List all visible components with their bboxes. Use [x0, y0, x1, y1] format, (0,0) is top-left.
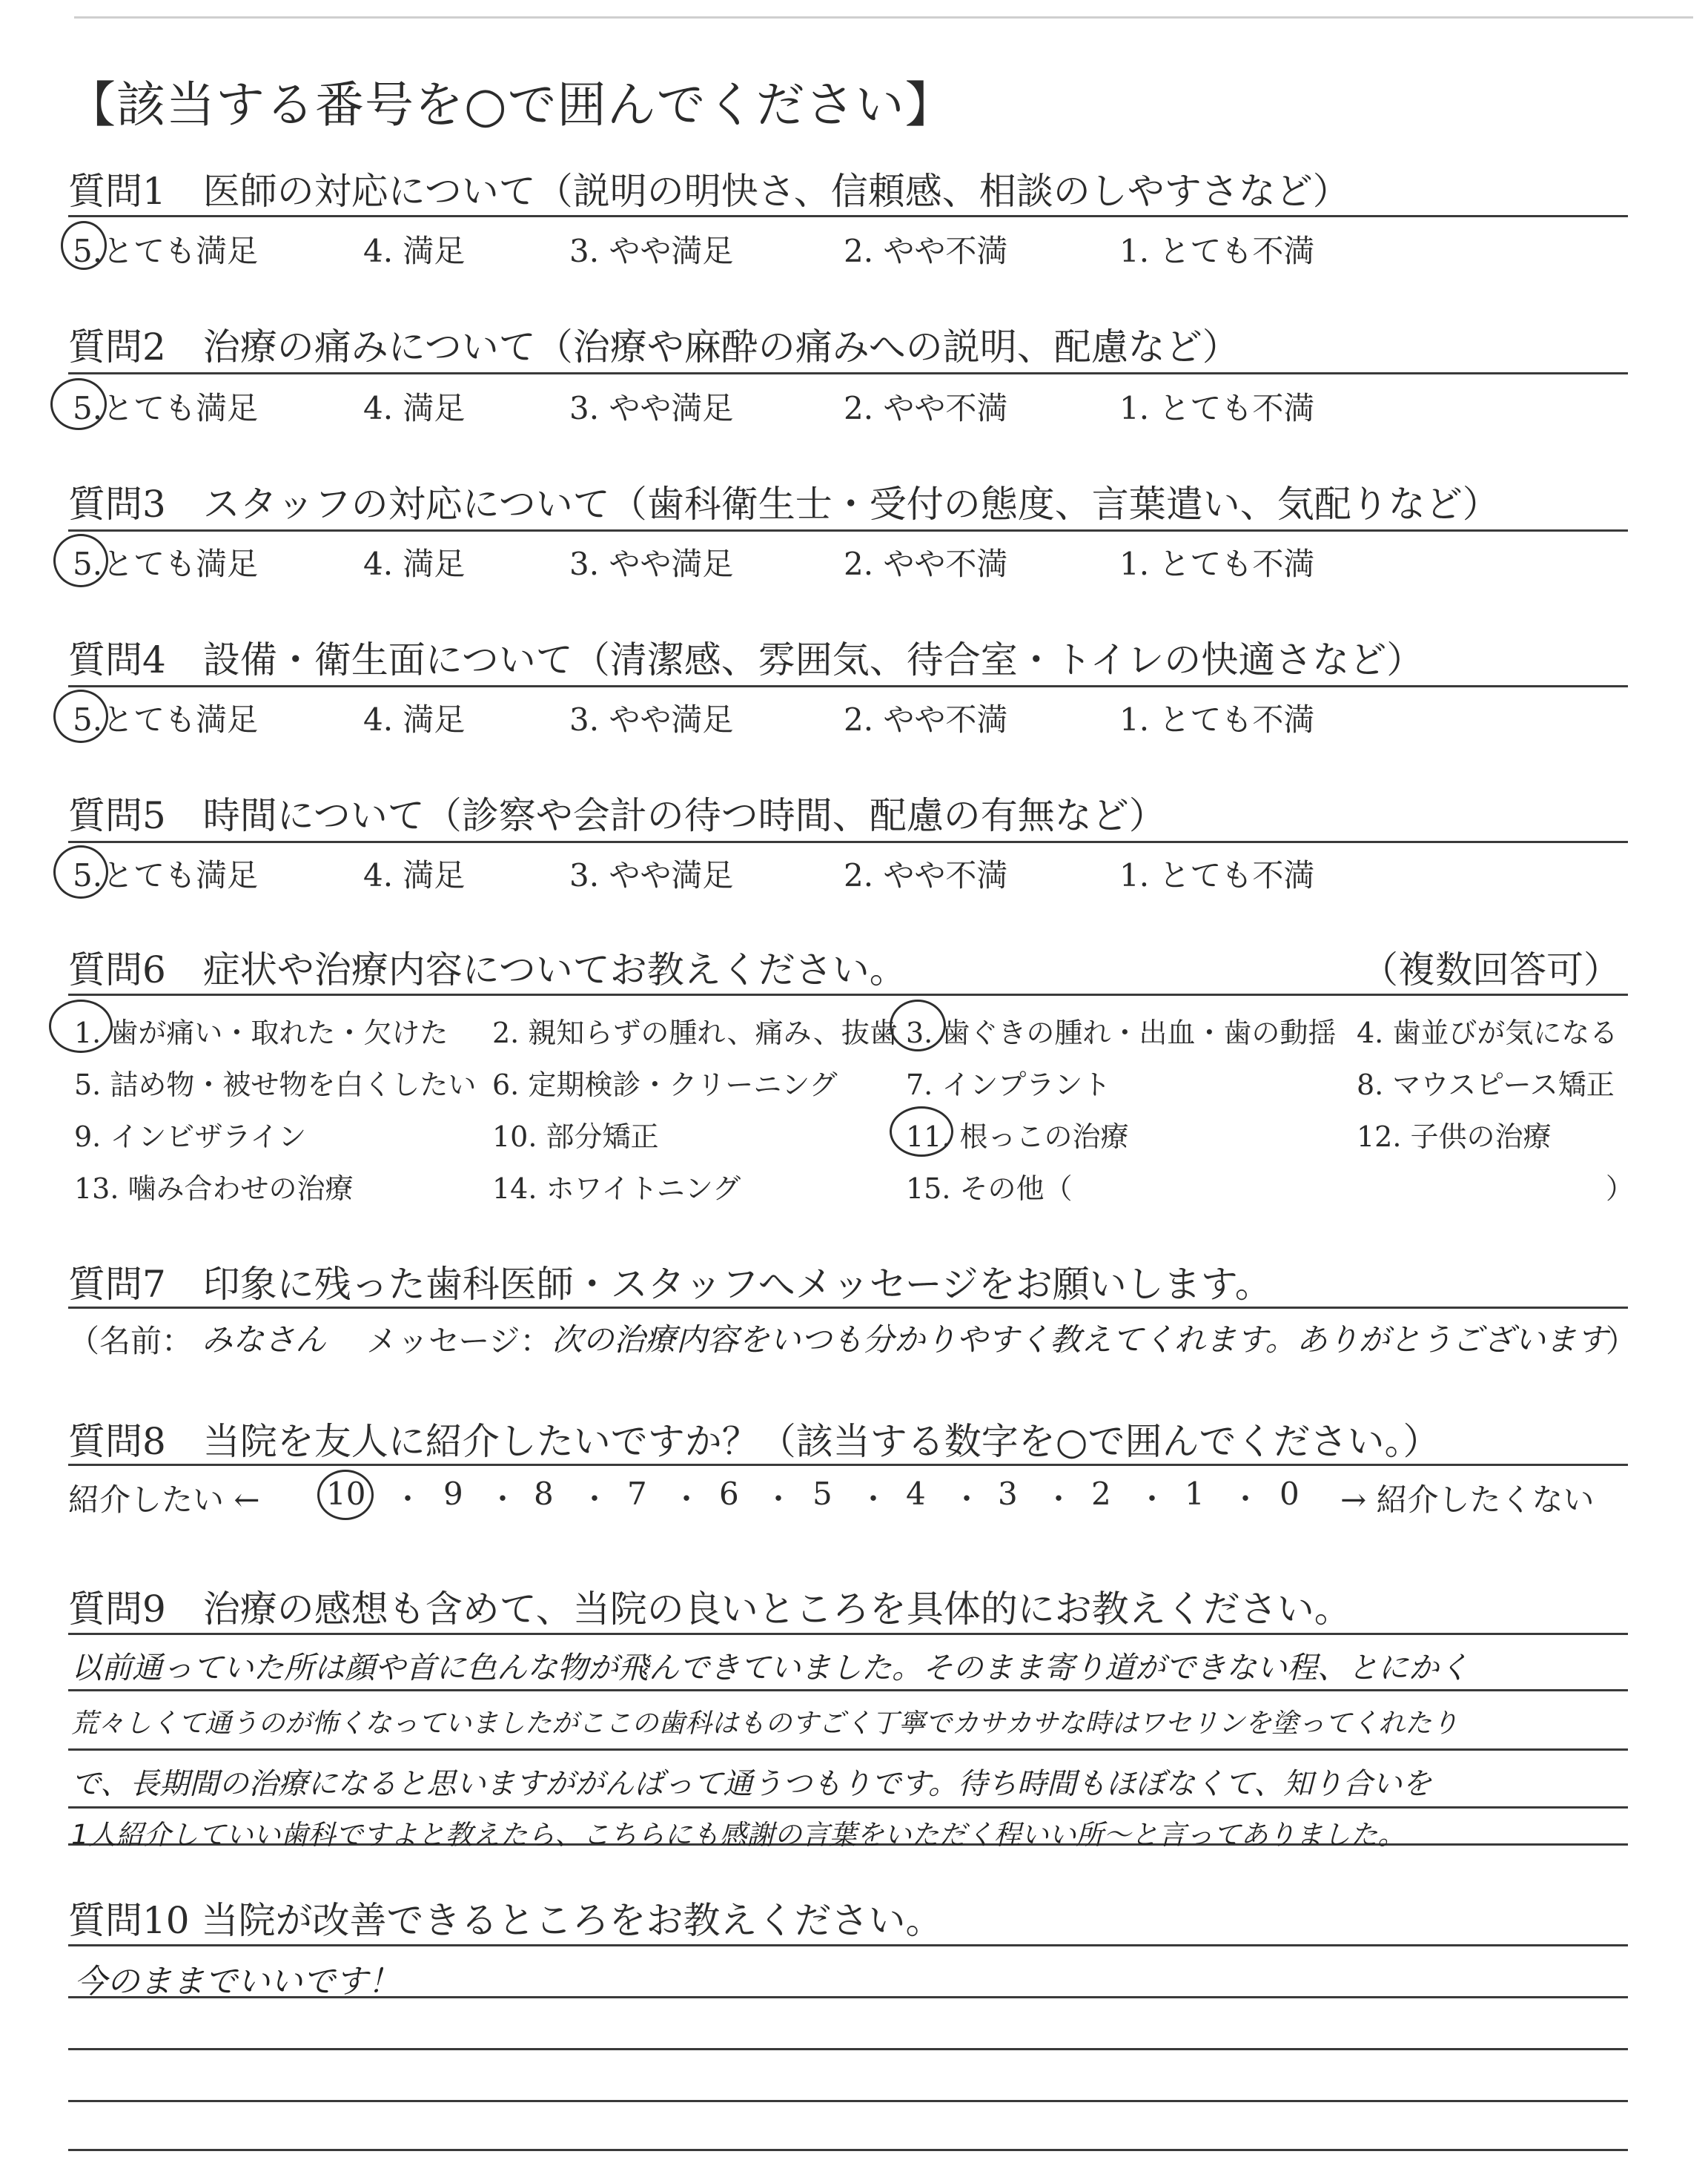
q2-option-4[interactable]: 4. 満足: [363, 390, 466, 426]
q5-option-2[interactable]: 2. やや不満: [844, 857, 1008, 894]
q4-option-1[interactable]: 1. とても不満: [1119, 701, 1315, 738]
q8-scale-6[interactable]: 6: [719, 1476, 739, 1512]
question-4-rule: [68, 685, 1628, 687]
q8-separator: ・: [1044, 1482, 1073, 1516]
q6-option-8[interactable]: 8. マウスピース矯正: [1357, 1069, 1615, 1101]
q8-scale-8[interactable]: 8: [534, 1476, 554, 1512]
q8-right-label: → 紹介したくない: [1340, 1482, 1595, 1518]
question-3-rule: [68, 529, 1628, 532]
q7-name-label: （名前：: [68, 1323, 193, 1359]
q4-option-5[interactable]: 5.とても満足: [73, 701, 259, 738]
question-1-rule: [68, 215, 1628, 217]
q8-separator: ・: [764, 1482, 793, 1516]
q6-option-5[interactable]: 5. 詰め物・被せ物を白くしたい: [74, 1069, 477, 1101]
q8-scale-4[interactable]: 4: [906, 1476, 926, 1512]
question-6-title: 質問6 症状や治療内容についてお教えください。: [68, 948, 907, 991]
q4-option-3[interactable]: 3. やや満足: [569, 701, 734, 738]
question-2-title: 質問2 治療の痛みについて（治療や麻酔の痛みへの説明、配慮など）: [68, 326, 1239, 369]
question-5-rule: [68, 841, 1628, 843]
q8-separator: ・: [858, 1482, 888, 1516]
q5-option-3[interactable]: 3. やや満足: [569, 857, 734, 894]
q8-scale-2[interactable]: 2: [1091, 1476, 1111, 1512]
q8-scale-5[interactable]: 5: [812, 1476, 833, 1512]
q8-separator: ・: [1137, 1482, 1167, 1516]
question-1-title: 質問1 医師の対応について（説明の明快さ、信頼感、相談のしやすさなど）: [68, 170, 1350, 213]
q8-scale-1[interactable]: 1: [1185, 1476, 1205, 1512]
q6-option-9[interactable]: 9. インビザライン: [74, 1120, 307, 1153]
q1-option-1[interactable]: 1. とても不満: [1119, 233, 1315, 269]
page-title: 【該当する番号を○で囲んでください】: [67, 76, 955, 133]
top-border: [74, 16, 1693, 19]
q3-option-1[interactable]: 1. とても不満: [1119, 546, 1315, 582]
q7-close-paren: ）: [1606, 1323, 1638, 1359]
question-9-title: 質問9 治療の感想も含めて、当院の良いところを具体的にお教えください。: [68, 1588, 1351, 1631]
q1-option-4[interactable]: 4. 満足: [363, 233, 466, 269]
question-6-note: （複数回答可）: [1361, 948, 1621, 991]
question-10-rule-3: [68, 2100, 1628, 2102]
q8-separator: ・: [393, 1482, 423, 1516]
q8-separator: ・: [488, 1482, 517, 1516]
question-9-rule-3: [68, 1806, 1628, 1809]
q3-option-4[interactable]: 4. 満足: [363, 546, 466, 582]
q1-option-2[interactable]: 2. やや不満: [844, 233, 1008, 269]
q9-handwritten-line-3[interactable]: で、長期間の治療になると思いますががんばって通うつもりです。待ち時間もほぼなくて、知り合いを: [71, 1767, 1432, 1801]
question-4-title: 質問4 設備・衛生面について（清潔感、雰囲気、待合室・トイレの快適さなど）: [68, 638, 1424, 681]
question-7-rule: [68, 1307, 1628, 1309]
question-10-rule-0: [68, 1944, 1628, 1946]
question-10-rule-2: [68, 2048, 1628, 2050]
q6-option-13[interactable]: 13. 噛み合わせの治療: [74, 1172, 354, 1205]
q6-option-2[interactable]: 2. 親知らずの腫れ、痛み、抜歯: [492, 1017, 898, 1049]
q8-left-label: 紹介したい ←: [68, 1482, 260, 1518]
q8-separator: ・: [952, 1482, 982, 1516]
q8-scale-10[interactable]: 10: [326, 1476, 366, 1512]
q10-handwritten-line-1[interactable]: 今のままでいいです！: [74, 1963, 400, 2001]
q5-option-5[interactable]: 5.とても満足: [73, 857, 259, 894]
q8-scale-9[interactable]: 9: [443, 1476, 463, 1512]
question-6-rule: [68, 994, 1628, 996]
question-9-rule-1: [68, 1689, 1628, 1691]
q2-option-1[interactable]: 1. とても不満: [1119, 390, 1315, 426]
question-10-rule-4: [68, 2149, 1628, 2151]
q5-option-4[interactable]: 4. 満足: [363, 857, 466, 894]
question-5-title: 質問5 時間について（診察や会計の待つ時間、配慮の有無など）: [68, 794, 1166, 837]
q4-option-4[interactable]: 4. 満足: [363, 701, 466, 738]
question-8-title: 質問8 当院を友人に紹介したいですか？（該当する数字を○で囲んでください。）: [68, 1420, 1440, 1463]
q8-separator: ・: [672, 1482, 701, 1516]
q3-option-5[interactable]: 5.とても満足: [73, 546, 259, 582]
q2-option-3[interactable]: 3. やや満足: [569, 390, 734, 426]
q8-separator: ・: [1231, 1482, 1260, 1516]
q6-option-15[interactable]: 15. その他（: [906, 1172, 1073, 1205]
q9-handwritten-line-1[interactable]: 以前通っていた所は顔や首に色んな物が飛んできていました。そのまま寄り道ができない程、とにかく: [71, 1650, 1469, 1685]
q6-option-11[interactable]: 11. 根っこの治療: [906, 1120, 1129, 1153]
question-7-title: 質問7 印象に残った歯科医師・スタッフへメッセージをお願いします。: [68, 1263, 1272, 1306]
q6-option-10[interactable]: 10. 部分矯正: [492, 1120, 659, 1153]
question-2-rule: [68, 372, 1628, 374]
q2-option-5[interactable]: 5.とても満足: [73, 390, 259, 426]
q5-option-1[interactable]: 1. とても不満: [1119, 857, 1315, 894]
q2-option-2[interactable]: 2. やや不満: [844, 390, 1008, 426]
q3-option-2[interactable]: 2. やや不満: [844, 546, 1008, 582]
q8-scale-3[interactable]: 3: [998, 1476, 1018, 1512]
question-10-title: 質問10 当院が改善できるところをお教えください。: [68, 1899, 943, 1942]
question-9-rule-2: [68, 1748, 1628, 1751]
q7-name-handwritten[interactable]: みなさん: [202, 1321, 327, 1358]
q8-separator: ・: [580, 1482, 609, 1516]
q6-option-7[interactable]: 7. インプラント: [906, 1069, 1111, 1101]
q7-message-label: メッセージ：: [366, 1323, 552, 1359]
q8-scale-0[interactable]: 0: [1280, 1476, 1300, 1512]
question-9-rule-0: [68, 1633, 1628, 1635]
q1-option-3[interactable]: 3. やや満足: [569, 233, 734, 269]
q3-option-3[interactable]: 3. やや満足: [569, 546, 734, 582]
q7-message-handwritten[interactable]: 次の治療内容をいつも分かりやすく教えてくれます。ありがとうございます: [552, 1321, 1608, 1358]
q6-other-close-paren: ）: [1606, 1172, 1635, 1205]
q4-option-2[interactable]: 2. やや不満: [844, 701, 1008, 738]
q8-scale-7[interactable]: 7: [627, 1476, 647, 1512]
q6-option-14[interactable]: 14. ホワイトニング: [492, 1172, 741, 1205]
question-8-rule: [68, 1464, 1628, 1466]
q6-option-6[interactable]: 6. 定期検診・クリーニング: [492, 1069, 838, 1101]
q9-handwritten-line-4[interactable]: 1人紹介していい歯科ですよと教えたら、こちらにも感謝の言葉をいただく程いい所〜と言ってありました。: [71, 1819, 1406, 1851]
q9-handwritten-line-2[interactable]: 荒々しくて通うのが怖くなっていましたがここの歯科はものすごく丁寧でカサカサな時はワセリンを塗ってくれたり: [71, 1708, 1459, 1739]
q6-option-1[interactable]: 1. 歯が痛い・取れた・欠けた: [74, 1017, 448, 1049]
q1-option-5[interactable]: 5.とても満足: [73, 233, 259, 269]
question-3-title: 質問3 スタッフの対応について（歯科衛生士・受付の態度、言葉遣い、気配りなど）: [68, 483, 1500, 526]
q6-option-3[interactable]: 3. 歯ぐきの腫れ・出血・歯の動揺: [906, 1017, 1337, 1049]
q6-option-4[interactable]: 4. 歯並びが気になる: [1357, 1017, 1618, 1049]
q6-option-12[interactable]: 12. 子供の治療: [1357, 1120, 1552, 1153]
